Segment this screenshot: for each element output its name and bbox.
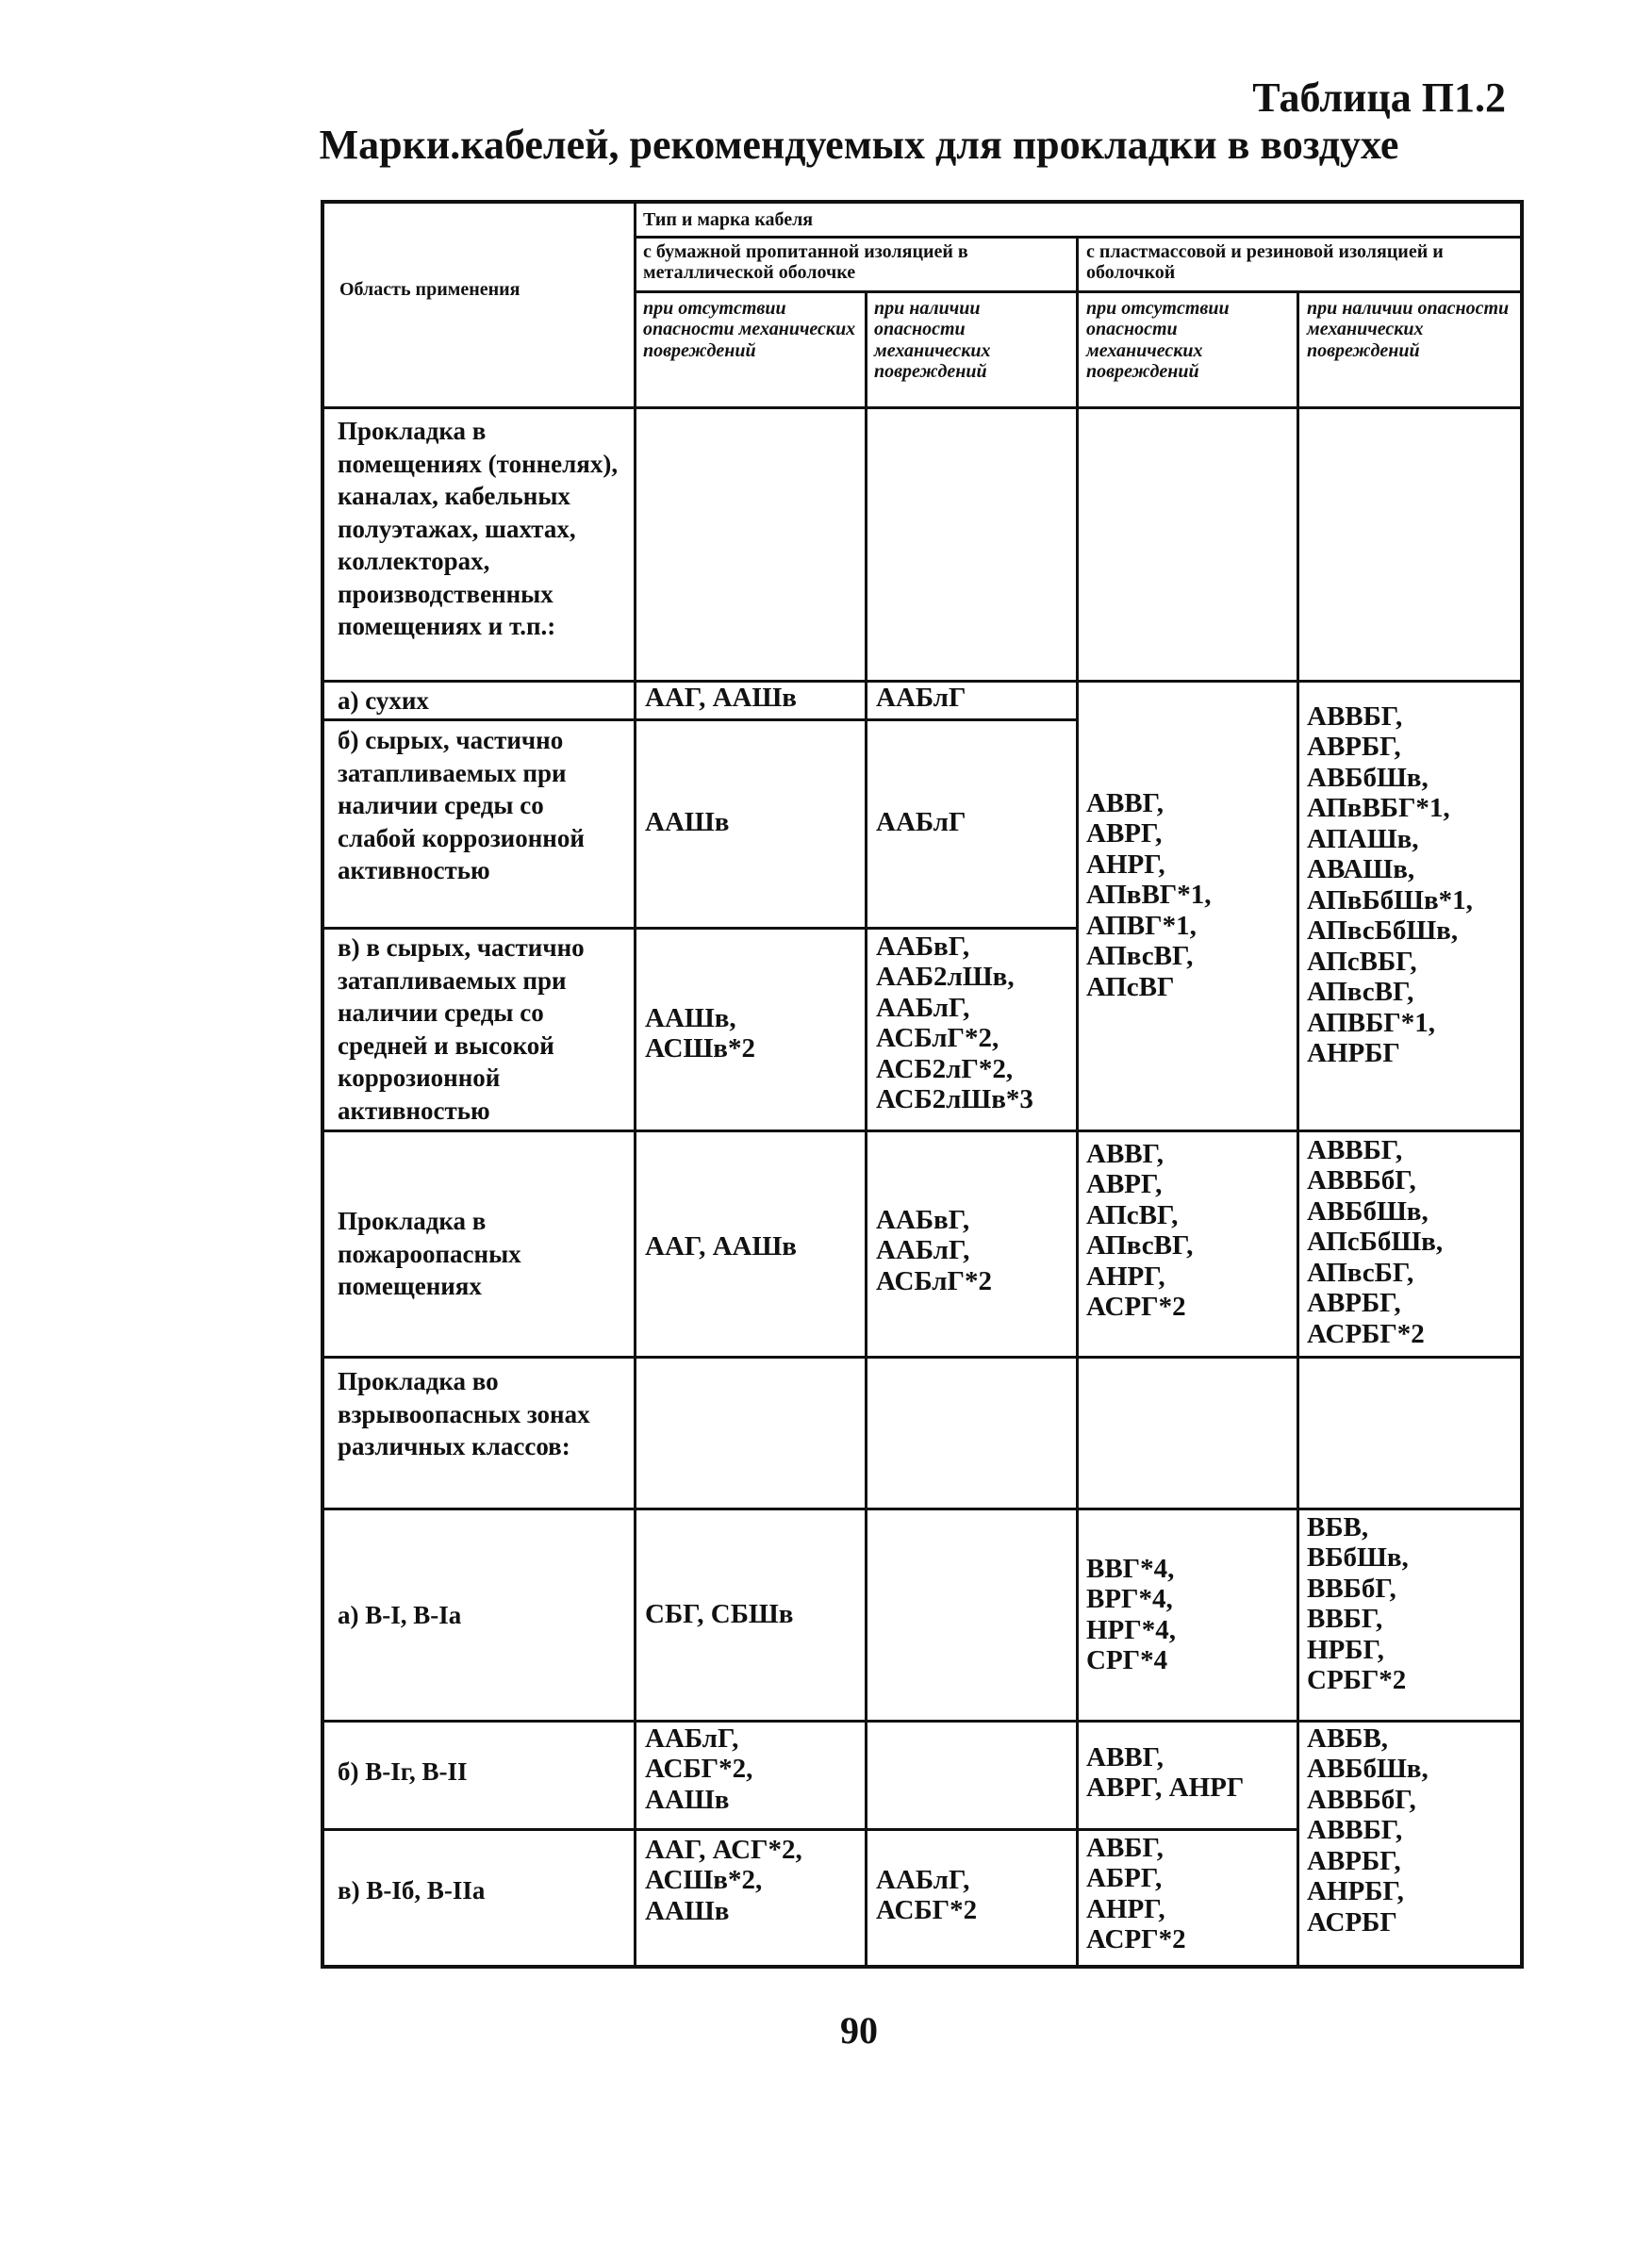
table-title: Марки.кабелей, рекомендуемых для прокладки в воздухе (319, 122, 1399, 168)
row-explosive-label: Прокладка во взрывоопасных зонах различных классов: (338, 1367, 590, 1461)
list-item: ВВБбГ, (1307, 1573, 1396, 1604)
list-item: АВРГ, (1086, 1169, 1163, 1200)
list-item: ВРГ*4, (1086, 1584, 1173, 1615)
row-b1-label: а) В-I, В-Iа (338, 1601, 462, 1629)
list-item: ААБлГ, (645, 1723, 739, 1754)
list-item: АВБбШв, (1307, 1195, 1429, 1227)
b23-plastic-danger (1307, 1723, 1518, 1937)
fire-paper-danger (876, 1205, 1069, 1296)
list-item: АВРГ, (1086, 818, 1163, 849)
list-item: ААГ, АСГ*2, (645, 1835, 802, 1865)
list-item: АБРГ, (1086, 1863, 1163, 1894)
fire-plastic-no-danger (1086, 1139, 1294, 1323)
list-item: АВРБГ, (1307, 1288, 1401, 1319)
list-item: АВБГ, (1086, 1833, 1164, 1863)
list-item: АВВБГ, (1307, 701, 1403, 732)
list-item: АПВГ*1, (1086, 910, 1197, 941)
list-item: АПсВГ, (1086, 1199, 1179, 1230)
row-dry-label: а) сухих (338, 686, 429, 715)
list-item: ААБ2лШв, (876, 962, 1015, 993)
damp-strong-paper-no-danger (645, 1003, 860, 1064)
list-item: ААБвГ, (876, 932, 970, 962)
list-item: ВБВ, (1307, 1512, 1369, 1542)
list-item: ВВГ*4, (1086, 1554, 1175, 1584)
b2-paper-no-danger (645, 1723, 860, 1815)
list-item: АПвВГ*1, (1086, 880, 1212, 911)
list-item: АПвсВГ, (1086, 1230, 1194, 1261)
grid-line (865, 290, 867, 1965)
list-item: АВВБбГ, (1307, 1784, 1416, 1815)
list-item: АНРГ, (1086, 1261, 1165, 1292)
list-item: АСБ2лГ*2, (876, 1053, 1014, 1084)
list-item: АВВБГ, (1307, 1135, 1403, 1165)
list-item: АНРБГ, (1307, 1876, 1404, 1907)
list-item: НРБГ, (1307, 1634, 1384, 1665)
list-item: АСРГ*2 (1086, 1924, 1186, 1955)
list-item: АВВГ, (1086, 788, 1165, 818)
list-item: ВВБГ, (1307, 1604, 1383, 1635)
indoor-plastic-no-danger (1086, 788, 1294, 1002)
list-item: АНРБГ (1307, 1038, 1400, 1069)
list-item: ААБлГ, (876, 992, 970, 1023)
dry-paper-no-danger: ААГ, ААШв (645, 683, 797, 713)
grid-line (324, 1356, 1520, 1359)
list-item: ААБвГ, (876, 1205, 970, 1235)
list-item: АВБбШв, (1307, 1754, 1429, 1785)
list-item: АПВБГ*1, (1307, 1007, 1435, 1038)
fire-plastic-danger (1307, 1135, 1518, 1349)
b3-paper-no-danger (645, 1835, 860, 1926)
list-item: ААШв, (645, 1003, 736, 1033)
list-item: АВРГ, АНРГ (1086, 1773, 1245, 1804)
header-area: Область применения (339, 279, 520, 300)
row-indoor-label: Прокладка в помещениях (тоннелях), каналах, кабельных полуэтажах, шахтах, коллекторах, производственных помещениях и т.п.: (338, 417, 619, 641)
damp-weak-paper-danger: ААБлГ (876, 807, 966, 837)
b3-paper-danger (876, 1865, 1069, 1926)
list-item: АПсВГ (1086, 971, 1175, 1002)
row-fire-label: Прокладка в пожароопасных помещениях (338, 1207, 521, 1301)
header-type-brand: Тип и марка кабеля (643, 209, 814, 230)
list-item: АПвсБГ, (1307, 1257, 1414, 1288)
list-item: АСРБГ*2 (1307, 1318, 1425, 1349)
b2-plastic-no-danger (1086, 1742, 1294, 1804)
list-item: НРГ*4, (1086, 1614, 1176, 1645)
header-plastic-group: с пластмассовой и резиновой изоляцией и оболочкой (1086, 241, 1444, 283)
grid-line (324, 1720, 1520, 1723)
grid-line (324, 1130, 1520, 1132)
grid-line (634, 290, 1520, 293)
list-item: АВРБГ, (1307, 732, 1401, 763)
list-item: ААШв (645, 1784, 730, 1815)
list-item: АПсБбШв, (1307, 1227, 1444, 1258)
list-item: СРГ*4 (1086, 1645, 1168, 1676)
cable-table (321, 200, 1524, 1969)
grid-line (324, 927, 1076, 930)
row-b2-label: б) В-Iг, В-II (338, 1757, 468, 1786)
grid-line (1076, 236, 1079, 1965)
list-item: АСРГ*2 (1086, 1292, 1186, 1323)
grid-line (634, 204, 636, 1965)
list-item: АСШв*2 (645, 1033, 755, 1064)
list-item: АВБВ, (1307, 1723, 1389, 1754)
list-item: АСРБГ (1307, 1906, 1397, 1937)
list-item: ААБлГ, (876, 1865, 970, 1895)
header-plastic-no-danger: при отсутствии опасности механических повреждений (1086, 298, 1230, 383)
header-paper-no-danger: при отсутствии опасности механических повреждений (643, 298, 856, 361)
grid-line (324, 1828, 1297, 1831)
list-item: АВВБбГ, (1307, 1165, 1416, 1196)
header-paper-group: с бумажной пропитанной изоляцией в металлической оболочке (643, 241, 968, 283)
list-item: ААБлГ, (876, 1235, 970, 1266)
list-item: АПАШв, (1307, 823, 1419, 854)
list-item: ААШв (645, 1895, 730, 1926)
list-item: АВВБГ, (1307, 1815, 1403, 1846)
grid-line (634, 236, 1520, 239)
b1-plastic-danger (1307, 1512, 1518, 1696)
grid-line (324, 406, 1520, 409)
b1-paper-no-danger: СБГ, СБШв (645, 1599, 794, 1629)
b3-plastic-no-danger (1086, 1833, 1294, 1955)
grid-line (324, 1508, 1520, 1510)
damp-strong-paper-danger (876, 932, 1069, 1115)
row-b3-label: в) В-Iб, В-IIа (338, 1876, 486, 1904)
list-item: СРБГ*2 (1307, 1665, 1407, 1696)
list-item: АВАШв, (1307, 854, 1415, 885)
header-plastic-danger: при наличии опасности механических повреждений (1307, 298, 1510, 361)
grid-line (1297, 290, 1299, 1965)
list-item: АПвсВГ, (1307, 977, 1414, 1008)
list-item: АСБГ*2 (876, 1895, 978, 1926)
table-label: Таблица П1.2 (1252, 74, 1506, 121)
list-item: АВВГ, (1086, 1139, 1165, 1169)
list-item: АПсВБГ, (1307, 946, 1417, 977)
b1-plastic-no-danger (1086, 1554, 1294, 1676)
dry-paper-danger: ААБлГ (876, 683, 966, 713)
grid-line (324, 718, 1076, 721)
row-damp-weak-label: б) сырых, частично затапливаемых при наличии среды со слабой коррозионной активностью (338, 726, 585, 885)
damp-weak-paper-no-danger: ААШв (645, 807, 730, 837)
list-item: АСШв*2, (645, 1865, 763, 1896)
list-item: АСБ2лШв*3 (876, 1084, 1033, 1115)
list-item: АВВГ, (1086, 1742, 1165, 1773)
fire-paper-no-danger: ААГ, ААШв (645, 1231, 797, 1261)
header-paper-danger: при наличии опасности механических повреждений (874, 298, 991, 383)
list-item: АВБбШв, (1307, 762, 1429, 793)
list-item: АСБлГ*2 (876, 1265, 992, 1296)
list-item: АСБлГ*2, (876, 1023, 999, 1054)
page-number: 90 (840, 2009, 878, 2052)
list-item: АПвсВГ, (1086, 941, 1194, 972)
indoor-plastic-danger (1307, 701, 1518, 1069)
list-item: АНРГ, (1086, 849, 1165, 880)
list-item: АПвВБГ*1, (1307, 793, 1450, 824)
list-item: АПвсБбШв, (1307, 915, 1459, 947)
list-item: ВБбШв, (1307, 1542, 1409, 1574)
row-damp-strong-label: в) в сырых, частично затапливаемых при наличии среды со средней и высокой коррозионной активностью (338, 933, 585, 1125)
list-item: АСБГ*2, (645, 1754, 753, 1785)
list-item: АПвБбШв*1, (1307, 884, 1473, 915)
list-item: АВРБГ, (1307, 1845, 1401, 1876)
list-item: АНРГ, (1086, 1893, 1165, 1924)
